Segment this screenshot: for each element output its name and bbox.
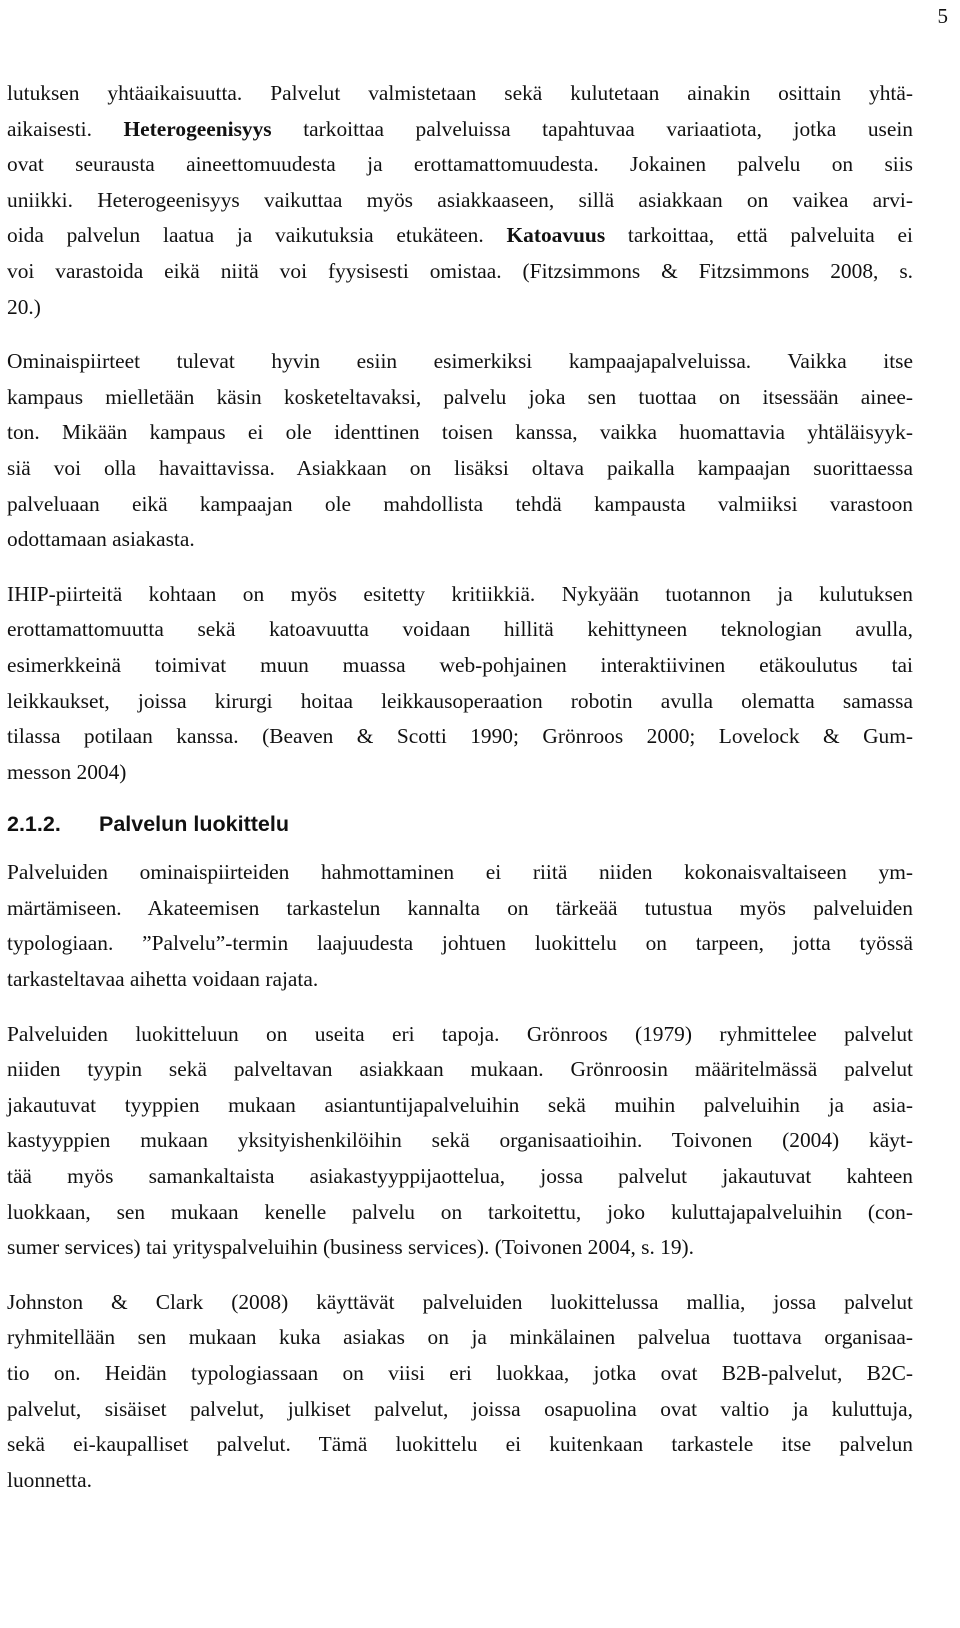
text-line: odottamaan asiakasta.	[7, 527, 195, 552]
text-line: lutuksen yhtäaikaisuutta. Palvelut valmistetaan sekä kulutetaan ainakin osittain yhtä-	[7, 81, 913, 105]
text-line: voi varastoida eikä niitä voi fyysisesti omistaa. (Fitzsimmons & Fitzsimmons 2008, s.	[7, 258, 913, 283]
text-line: kampaus mielletään käsin kosketeltavaksi, palvelu joka sen tuottaa on itsessään ainee-	[7, 384, 913, 409]
text-line: ton. Mikään kampaus ei ole identtinen toisen kanssa, vaikka huomattavia yhtäläisyyk-	[7, 420, 913, 445]
text-line: luokkaan, sen mukaan kenelle palvelu on tarkoitettu, joko kuluttajapalveluihin (con-	[7, 1199, 913, 1224]
paragraph-gronroos-classification	[7, 1017, 913, 1266]
text-line: typologiaan. ”Palvelu”-termin laajuudesta johtuen luokittelu on tarpeen, jotta työssä	[7, 931, 913, 956]
text-line: ovat seurausta aineettomuudesta ja erottamattomuudesta. Jokainen palvelu on siis	[7, 152, 913, 177]
text-line: oida palvelun laatua ja vaikutuksia etukäteen. Katoavuus tarkoittaa, että palveluita ei	[7, 223, 913, 248]
text-line: tarkasteltavaa aihetta voidaan rajata.	[7, 967, 319, 992]
text-line: tio on. Heidän typologiassaan on viisi eri luokkaa, jotka ovat B2B-palvelut, B2C-	[7, 1361, 913, 1385]
text-line: erottamattomuutta sekä katoavuutta voidaan hillitä kehittyneen teknologian avulla,	[7, 617, 913, 642]
text-line: messon 2004)	[7, 759, 127, 784]
section-heading	[7, 810, 913, 838]
text-line: IHIP-piirteitä kohtaan on myös esitetty kritiikkiä. Nykyään tuotannon ja kulutuksen	[7, 581, 913, 606]
term-heterogeneity: Heterogeenisyys	[123, 116, 272, 141]
section-title: Palvelun luokittelu	[99, 812, 289, 837]
text-line: 20.)	[7, 294, 41, 319]
text-line: tilassa potilaan kanssa. (Beaven & Scotti 1990; Grönroos 2000; Lovelock & Gum-	[7, 724, 913, 749]
paragraph-hairdresser-example	[7, 344, 913, 558]
text-line: Palveluiden luokitteluun on useita eri tapoja. Grönroos (1979) ryhmittelee palvelut	[7, 1021, 913, 1046]
text-line: kastyyppien mukaan yksityishenkilöihin sekä organisaatioihin. Toivonen (2004) käyt-	[7, 1128, 913, 1153]
text-line: niiden tyypin sekä palveltavan asiakkaan mukaan. Grönroosin määritelmässä palvelut	[7, 1057, 913, 1082]
text-line: aikaisesti. Heterogeenisyys tarkoittaa palveluissa tapahtuvaa variaatiota, jotka usein	[7, 116, 914, 141]
text-line: Palveluiden ominaispiirteiden hahmottaminen ei riitä niiden kokonaisvaltaiseen ym-	[7, 860, 913, 885]
text-line: uniikki. Heterogeenisyys vaikuttaa myös asiakkaaseen, sillä asiakkaan on vaikea arvi-	[7, 187, 913, 212]
text-line: palveluaan eikä kampaajan ole mahdollista tehdä kampausta valmiiksi varastoon	[7, 491, 913, 516]
text-line: tää myös samankaltaista asiakastyyppijaottelua, jossa palvelut jakautuvat kahteen	[7, 1164, 913, 1189]
text-line: luonnetta.	[7, 1467, 92, 1492]
paragraph-typology-intro	[7, 855, 913, 997]
section-number: 2.1.2.	[7, 812, 61, 837]
text-line: palvelut, sisäiset palvelut, julkiset palvelut, joissa osapuolina ovat valtio ja kuluttuja,	[7, 1396, 913, 1421]
text-line: märtämiseen. Akateemisen tarkastelun kannalta on tärkeää tutustua myös palveluiden	[7, 895, 913, 920]
page-number: 5	[937, 4, 948, 28]
term-perishability: Katoavuus	[506, 223, 606, 248]
text-line: leikkaukset, joissa kirurgi hoitaa leikkausoperaation robotin avulla olematta samassa	[7, 688, 913, 713]
text-line: ryhmitellään sen mukaan kuka asiakas on ja minkälainen palvelua tuottava organisaa-	[7, 1325, 913, 1350]
text-line: Ominaispiirteet tulevat hyvin esiin esimerkiksi kampaajapalveluissa. Vaikka itse	[7, 349, 913, 374]
paragraph-ihip-characteristics	[7, 76, 913, 325]
text-line: jakautuvat tyyppien mukaan asiantuntijapalveluihin sekä muihin palveluihin ja asia-	[7, 1092, 913, 1117]
text-line: esimerkkeinä toimivat muun muassa web-pohjainen interaktiivinen etäkoulutus tai	[7, 652, 913, 677]
text-line: sumer services) tai yrityspalveluihin (business services). (Toivonen 2004, s. 19).	[7, 1235, 695, 1260]
paragraph-ihip-criticism	[7, 577, 913, 791]
page-content	[7, 76, 913, 1498]
text-line: siä voi olla havaittavissa. Asiakkaan on lisäksi oltava paikalla kampaajan suorittaessa	[7, 455, 913, 480]
text-line: sekä ei-kaupalliset palvelut. Tämä luokittelu ei kuitenkaan tarkastele itse palvelun	[7, 1432, 913, 1457]
text-line: Johnston & Clark (2008) käyttävät palveluiden luokittelussa mallia, jossa palvelut	[7, 1289, 913, 1314]
paragraph-johnston-clark-typology	[7, 1285, 913, 1499]
